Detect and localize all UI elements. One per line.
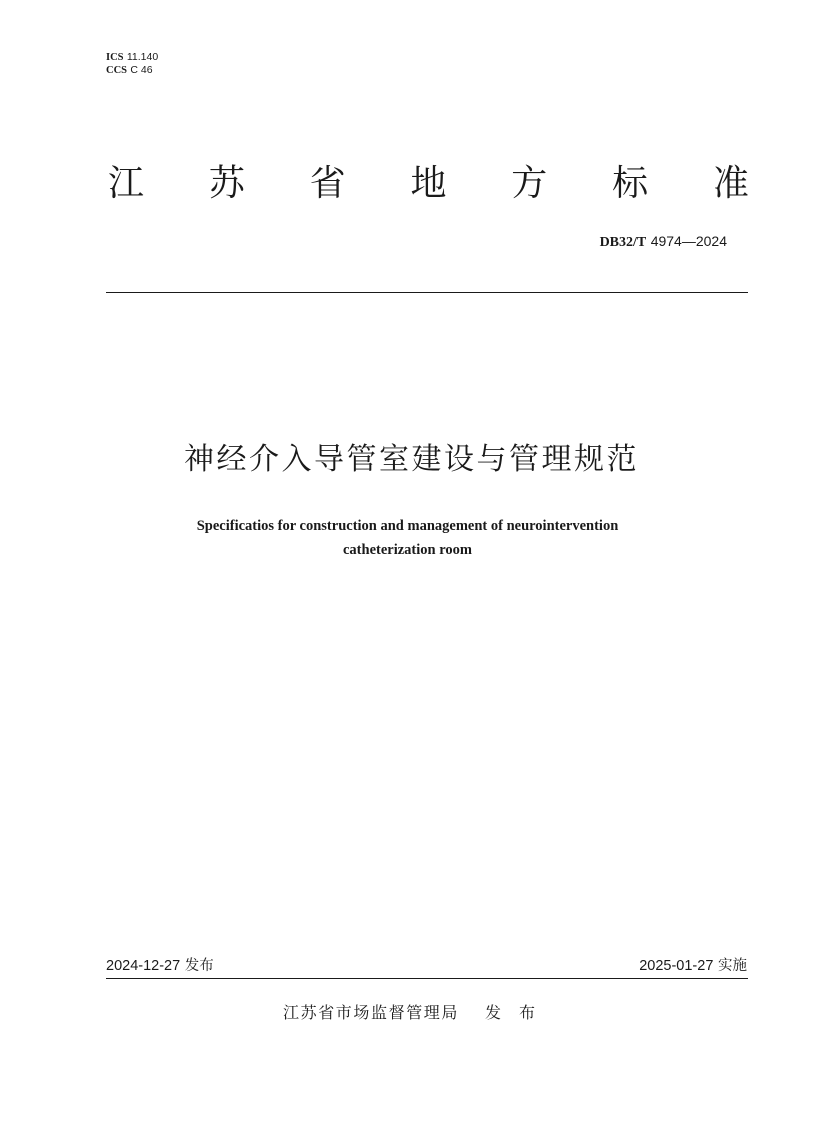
english-title bbox=[0, 514, 815, 562]
standard-type-char: 准 bbox=[712, 163, 749, 204]
implement-date-value: 2025-01-27 bbox=[639, 958, 714, 974]
ics-code bbox=[106, 51, 158, 64]
standard-type-char: 标 bbox=[612, 163, 649, 204]
standard-number bbox=[600, 232, 727, 252]
standard-type-char: 江 bbox=[107, 163, 144, 204]
implement-date bbox=[639, 956, 747, 976]
standard-number-value: 4974—2024 bbox=[650, 233, 727, 249]
standard-type-heading bbox=[106, 162, 751, 206]
publish-date-value: 2024-12-27 bbox=[106, 958, 181, 974]
standard-type-char: 苏 bbox=[208, 163, 245, 204]
bottom-divider bbox=[106, 978, 748, 979]
ccs-value: C 46 bbox=[130, 64, 153, 76]
ics-value: 11.140 bbox=[126, 51, 159, 63]
publisher-name: 江苏省市场监督管理局 bbox=[283, 1003, 460, 1022]
standard-number-prefix: DB32/T bbox=[599, 235, 647, 250]
publisher bbox=[283, 1002, 553, 1024]
ccs-label: CCS bbox=[106, 65, 128, 76]
publish-date bbox=[106, 956, 214, 976]
standard-type-char: 方 bbox=[511, 163, 548, 204]
publish-date-label: 发布 bbox=[184, 958, 214, 974]
top-divider bbox=[106, 292, 748, 293]
document-title: 神经介入导管室建设与管理规范 bbox=[184, 442, 639, 477]
ics-label: ICS bbox=[106, 52, 124, 63]
standard-type-char: 地 bbox=[410, 163, 447, 204]
english-title-line: catheterization room bbox=[343, 542, 472, 558]
english-title-line: Specificatios for construction and management of neurointervention bbox=[196, 518, 619, 534]
classification-codes bbox=[106, 51, 158, 77]
implement-date-label: 实施 bbox=[718, 958, 747, 974]
publisher-action: 发布 bbox=[485, 1003, 554, 1022]
standard-type-char: 省 bbox=[309, 163, 346, 204]
ccs-code bbox=[106, 64, 158, 77]
